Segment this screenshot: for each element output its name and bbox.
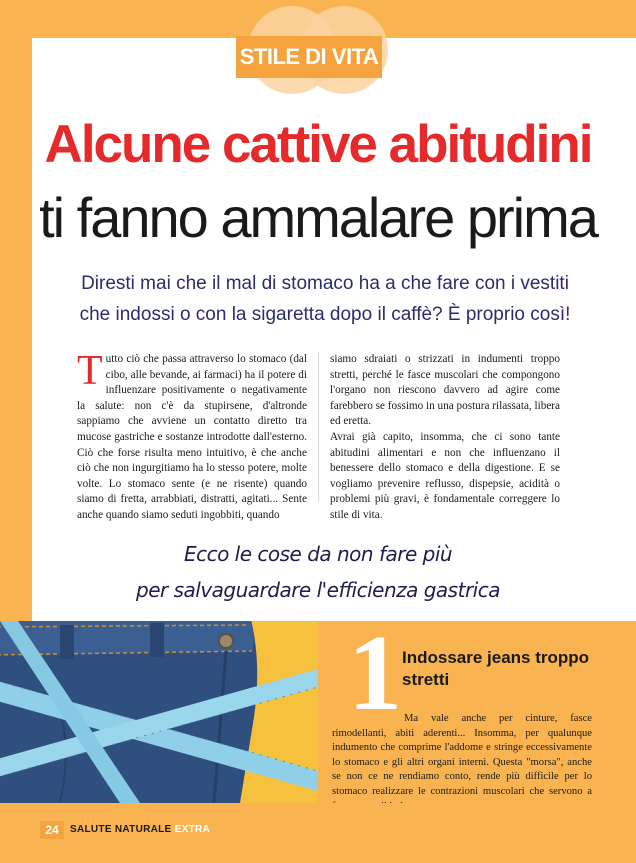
magazine-edition: EXTRA	[174, 824, 211, 835]
section-number: 1	[348, 614, 402, 733]
subtitle	[60, 268, 590, 330]
section-title: Indossare jeans troppo stretti	[402, 648, 590, 689]
headline-line-1: Alcune cattive abitudini	[44, 115, 592, 174]
jeans-illustration	[0, 621, 318, 803]
subtitle-line-2: che indossi o con la sigaretta dopo il caffè? È proprio così!	[79, 304, 571, 325]
callout-line-2: per salvaguardare l'efficienza gastrica	[136, 578, 500, 602]
drop-cap: T	[77, 348, 103, 394]
article-column-right	[330, 352, 560, 524]
callout-line-1: Ecco le cose da non fare più	[183, 542, 453, 566]
article-left-text: utto ciò che passa attraverso lo stomaco (dal cibo, alle bevande, ai farmaci) ha il potere di influenzare positivamente o negativamente la salute: non c'è da stupirsene, d'altronde sappiamo che avviene un contatto diretto tra mucose gastriche e sostanze introdotte dall'esterno. Ciò che forse risulta meno intuitivo, è che anche ciò che non ingurgitiamo ha lo stesso potere, molte volte. Lo stomaco sente (e ne risente) quando siamo di fretta, arrabbiati, distratti, agitati... Sente anche quando siamo seduti ingobbiti, quando	[77, 353, 307, 521]
article-right-paragraph-1: siamo sdraiati o strizzati in indumenti troppo stretti, perché le fasce muscolari che compongono l'organo non riescono davvero ad agire come farebbero se fossimo in una postura rilassata, libera ed eretta.	[330, 353, 560, 428]
magazine-name	[70, 821, 210, 839]
column-divider	[318, 352, 319, 502]
headline-line-2: ti fanno ammalare prima	[39, 186, 597, 249]
magazine-title: SALUTE NATURALE	[70, 824, 172, 835]
subtitle-line-1: Diresti mai che il mal di stomaco ha a che fare con i vestiti	[81, 273, 569, 294]
callout	[60, 536, 576, 608]
section-tag: STILE DI VITA	[236, 36, 382, 78]
page-number: 24	[40, 821, 64, 839]
jeans-measuring-tape-photo	[0, 621, 318, 803]
section-body: Ma vale anche per cinture, fasce rimodellanti, abiti aderenti... Insomma, per qualunque indumento che comprime l'addome e stringe eccessivamente lo stomaco e gli altri organi interni. Questa "morsa", anche se non ce ne rendiamo conto, rende più difficile per lo stomaco realizzare le contrazioni muscolari che servono a	[332, 713, 592, 797]
article-right-paragraph-2: Avrai già capito, insomma, che ci sono tante abitudini alimentari e non che influenzano il benessere dello stomaco e della digestione. E se vogliamo prevenire reflusso, dispepsie, acidità o problemi più gravi, è fondamentale correggere lo stile di vita.	[330, 430, 560, 521]
article-column-left	[77, 348, 307, 524]
